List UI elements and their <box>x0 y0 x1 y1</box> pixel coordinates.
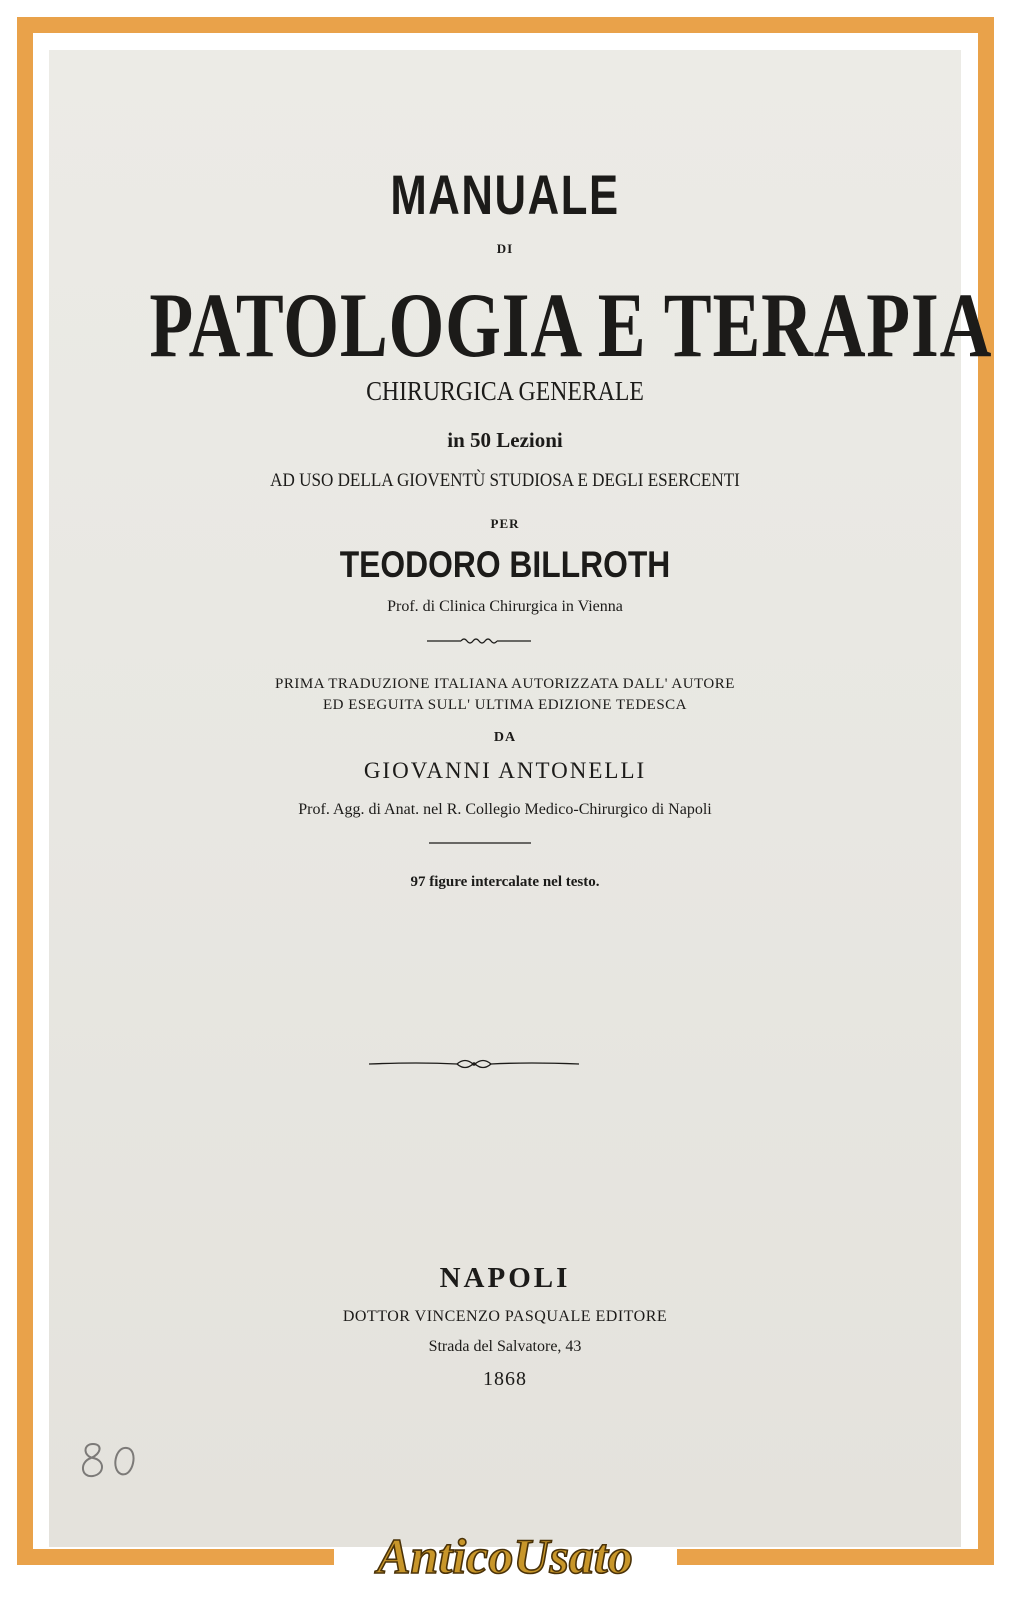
publisher: DOTTOR VINCENZO PASQUALE EDITORE <box>342 1308 668 1325</box>
title-di: DI <box>496 241 514 256</box>
da-label: DA <box>493 730 517 745</box>
author-name: TEODORO BILLROTH <box>339 544 671 585</box>
translation-line-1: PRIMA TRADUZIONE ITALIANA AUTORIZZATA DALL' AUTORE <box>275 676 735 692</box>
publication-year: 1868 <box>483 1368 527 1390</box>
handwritten-pencil-note <box>75 1430 155 1490</box>
per-label: PER <box>490 516 520 531</box>
short-rule-divider <box>429 841 531 845</box>
translator-name: GIOVANNI ANTONELLI <box>363 758 647 783</box>
translation-line-2: ED ESEGUITA SULL' ULTIMA EDIZIONE TEDESCA <box>322 697 688 713</box>
audience: AD USO DELLA GIOVENTÙ STUDIOSA E DEGLI ESERCENTI <box>270 470 740 491</box>
title-page <box>49 50 993 1547</box>
title-main: PATOLOGIA E TERAPIA <box>149 274 993 376</box>
ornament-divider-icon <box>369 1056 579 1072</box>
lessons: in 50 Lezioni <box>447 428 563 452</box>
publisher-address: Strada del Salvatore, 43 <box>428 1338 582 1355</box>
author-role: Prof. di Clinica Chirurgica in Vienna <box>387 598 623 615</box>
subtitle: CHIRURGICA GENERALE <box>366 376 644 406</box>
city: NAPOLI <box>439 1262 571 1294</box>
figures-note: 97 figure intercalate nel testo. <box>410 874 600 890</box>
logo-text: AnticoUsato <box>377 1528 633 1584</box>
wavy-divider <box>427 636 531 646</box>
translator-role: Prof. Agg. di Anat. nel R. Collegio Medico-Chirurgico di Napoli <box>298 801 712 818</box>
antico-usato-logo <box>345 1515 665 1593</box>
title-top: MANUALE <box>390 163 620 226</box>
